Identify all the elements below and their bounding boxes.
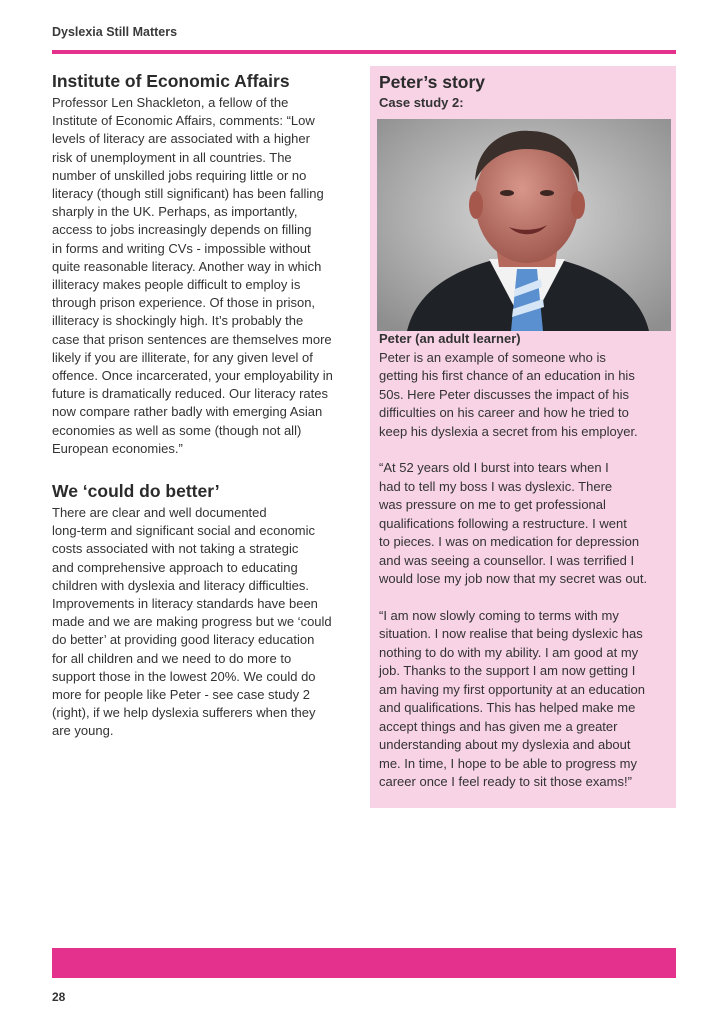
section-text-could-do-better: There are clear and well documented long-term and significant social and economic costs associated with not taking a strategic and comprehensive approach to educating children with dyslexia and literacy difficulties. Improvements in literacy standards have been made and we are making progress but we ‘could do better’ at providing good literacy education for all children and we need to do more to support those in the lowest 20%. We could do more for people like Peter - see case study 2 (right), if we help dyslexia sufferers when they are young. bbox=[52, 505, 332, 739]
case-study-quote-2: “I am now slowly coming to terms with my situation. I now realise that being dyslexic has nothing to do with my ability. I am good at my job. Thanks to the support I am now getting I am having my first opportunity at an education and qualifications. This has helped make me accept things and has given me a greater understanding about my dyslexia and about me. In time, I hope to be able to progress my career once I feel ready to sit those exams!” bbox=[379, 607, 645, 789]
case-study-title: Peter’s story bbox=[379, 72, 486, 92]
case-study-panel bbox=[370, 66, 676, 808]
case-study-subtitle: Case study 2: bbox=[379, 95, 464, 110]
top-rule bbox=[52, 50, 676, 54]
case-study-body bbox=[379, 330, 675, 792]
section-heading-institute: Institute of Economic Affairs bbox=[52, 71, 290, 91]
case-study-intro: Peter is an example of someone who is getting his first chance of an education in his 50s. Here Peter discusses the impact of his difficulties on his career and how he tried to keep his dyslexia a secret from his employer. bbox=[379, 349, 638, 439]
footer-band bbox=[52, 948, 676, 978]
page-number: 28 bbox=[52, 990, 66, 1004]
peter-portrait-photo bbox=[377, 119, 671, 331]
section-text-institute: Professor Len Shackleton, a fellow of the Institute of Economic Affairs, comments: “Low levels of literacy are associated with a higher risk of unemployment in all countries. The number of unskilled jobs requiring little or no literacy (though still significant) has been falling sharply in the UK. Perhaps, as importantly, access to jobs increasingly depends on filling in forms and writing CVs - impossible without quite reasonable literacy. Another way in which illiteracy makes people difficult to employ is through prison experience. Of those in prison, illiteracy is shockingly high. It’s probably the case that prison sentences are themselves more likely if you are illiterate, for any given level of offence. Once incarcerated, your employability in future is dramatically reduced. Our literacy rates now compare rather badly with emerging Asian economies as well as some (though not all) European economies.” bbox=[52, 95, 333, 456]
case-study-quote-1: “At 52 years old I burst into tears when I had to tell my boss I was dyslexic. There was pressure on me to get professional qualifications following a restructure. I went to pieces. I was on medication for depression and was seeing a counsellor. I was terrified I would lose my job now that my secret was out. bbox=[379, 460, 648, 586]
section-heading-could-do-better: We ‘could do better’ bbox=[52, 481, 220, 501]
case-study-lead: Peter (an adult learner) bbox=[379, 331, 521, 346]
running-title: Dyslexia Still Matters bbox=[52, 25, 178, 39]
